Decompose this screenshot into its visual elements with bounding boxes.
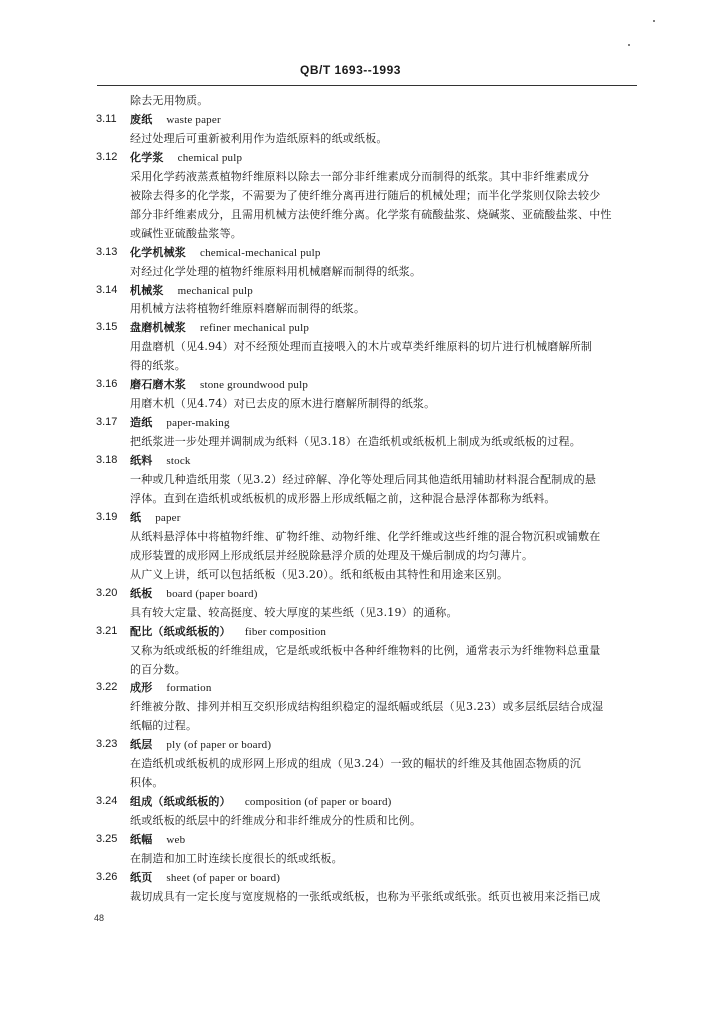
- term-chinese: 化学浆: [130, 151, 164, 164]
- term-english: mechanical pulp: [177, 285, 253, 297]
- definition-text: 纸幅的过程。: [130, 719, 198, 732]
- term-english: refiner mechanical pulp: [200, 322, 310, 334]
- clause-number: 3.26: [96, 871, 118, 883]
- term-chinese: 纸料: [130, 454, 153, 467]
- term-english: fiber composition: [244, 626, 327, 638]
- term-english: formation: [166, 682, 212, 694]
- term-chinese: 废纸: [130, 113, 153, 126]
- definition-text: 的百分数。: [130, 663, 186, 676]
- term-english: stock: [166, 455, 191, 467]
- clause-number: 3.19: [96, 511, 118, 523]
- clause-number: 3.24: [96, 795, 118, 807]
- term-english: ply (of paper or board): [166, 739, 272, 751]
- definition-text: 或碱性亚硫酸盐浆等。: [130, 227, 242, 240]
- definition-text: 对经过化学处理的植物纤维原料用机械磨解而制得的纸浆。: [130, 265, 422, 278]
- definition-text: 纸或纸板的纸层中的纤维成分和非纤维成分的性质和比例。: [130, 814, 422, 827]
- term-heading: [130, 246, 640, 260]
- clause-number: 3.18: [96, 454, 118, 466]
- term-heading: [130, 378, 640, 392]
- definition-text: 部分非纤维素成分，且需用机械方法使纤维分离。化学浆有硫酸盐浆、烧碱浆、亚硫酸盐浆、中性: [130, 208, 612, 221]
- clause-number: 3.16: [96, 378, 118, 390]
- definition-text: 把纸浆进一步处理并调制成为纸料（见3.18）在造纸机或纸板机上制成为纸或纸板的过程。: [130, 435, 581, 448]
- clause-number: 3.13: [96, 246, 118, 258]
- term-heading: [130, 454, 640, 468]
- definition-text: 在制造和加工时连续长度很长的纸或纸板。: [130, 852, 343, 865]
- definition-text: 成形装置的成形网上形成纸层并经脱除悬浮介质的处理及干燥后制成的均匀薄片。: [130, 549, 534, 562]
- term-chinese: 盘磨机械浆: [130, 321, 186, 334]
- definition-text: 纤维被分散、排列并相互交织形成结构组织稳定的湿纸幅或纸层（见3.23）或多层纸层结合成湿: [130, 700, 604, 713]
- definition-text: 采用化学药液蒸煮植物纤维原料以除去一部分非纤维素成分而制得的纸浆。其中非纤维素成分: [130, 170, 590, 183]
- scan-speck: [628, 44, 630, 46]
- definition-text: 从纸料悬浮体中将植物纤维、矿物纤维、动物纤维、化学纤维或这些纤维的混合物沉积或铺敷在: [130, 530, 601, 543]
- scan-speck: [653, 20, 655, 22]
- term-chinese: 纸页: [130, 871, 153, 884]
- term-heading: [130, 795, 640, 809]
- definition-text: 积体。: [130, 776, 164, 789]
- term-english: sheet (of paper or board): [166, 872, 281, 884]
- term-chinese: 成形: [130, 681, 153, 694]
- page-number: 48: [94, 913, 105, 923]
- definition-text: 经过处理后可重新被利用作为造纸原料的纸或纸板。: [130, 132, 388, 145]
- term-english: stone groundwood pulp: [200, 379, 309, 391]
- definition-text: 被除去得多的化学浆，不需要为了使纤维分离再进行随后的机械处理；而半化学浆则仅除去较少: [130, 189, 601, 202]
- term-heading: [130, 587, 640, 601]
- definition-text: 除去无用物质。: [130, 94, 209, 107]
- term-heading: [130, 625, 640, 639]
- term-heading: [130, 871, 640, 885]
- term-chinese: 组成（纸或纸板的）: [130, 795, 231, 808]
- term-heading: [130, 511, 640, 525]
- term-chinese: 纸板: [130, 587, 153, 600]
- term-english: web: [166, 834, 186, 846]
- term-english: paper: [155, 512, 181, 524]
- term-chinese: 纸层: [130, 738, 153, 751]
- term-heading: [130, 151, 640, 165]
- term-english: composition (of paper or board): [244, 796, 392, 808]
- definition-text: 在造纸机或纸板机的成形网上形成的组成（见3.24）一致的幅状的纤维及其他固态物质的沉: [130, 757, 581, 770]
- definition-text: 得的纸浆。: [130, 359, 186, 372]
- definition-text: 用盘磨机（见4.94）对不经预处理而直接喂入的木片或草类纤维原料的切片进行机械磨解所制: [130, 340, 593, 353]
- definition-text: 一种或几种造纸用浆（见3.2）经过碎解、净化等处理后同其他造纸用辅助材料混合配制成的悬: [130, 473, 597, 486]
- term-chinese: 化学机械浆: [130, 246, 186, 259]
- clause-number: 3.12: [96, 151, 118, 163]
- term-chinese: 机械浆: [130, 284, 164, 297]
- clause-number: 3.11: [96, 113, 117, 125]
- term-chinese: 纸幅: [130, 833, 153, 846]
- term-chinese: 造纸: [130, 416, 153, 429]
- term-chinese: 磨石磨木浆: [130, 378, 186, 391]
- definition-text: 从广义上讲，纸可以包括纸板（见3.20）。纸和纸板由其特性和用途来区别。: [130, 568, 509, 581]
- definition-text: 又称为纸或纸板的纤维组成，它是纸或纸板中各种纤维物料的比例，通常表示为纤维物料总重量: [130, 644, 601, 657]
- term-english: paper-making: [166, 417, 230, 429]
- clause-number: 3.25: [96, 833, 118, 845]
- term-chinese: 配比（纸或纸板的）: [130, 625, 231, 638]
- term-english: waste paper: [166, 114, 221, 126]
- term-heading: [130, 113, 640, 127]
- term-english: board (paper board): [166, 588, 258, 600]
- header-rule: [97, 85, 637, 86]
- term-heading: [130, 738, 640, 752]
- page-header: QB/T 1693--1993: [300, 63, 401, 77]
- term-heading: [130, 833, 640, 847]
- term-heading: [130, 681, 640, 695]
- clause-number: 3.22: [96, 681, 118, 693]
- term-heading: [130, 416, 640, 430]
- definition-text: 具有较大定量、较高挺度、较大厚度的某些纸（见3.19）的通称。: [130, 606, 458, 619]
- term-heading: [130, 284, 640, 298]
- definition-text: 浮体。直到在造纸机或纸板机的成形器上形成纸幅之前，这种混合悬浮体都称为纸料。: [130, 492, 556, 505]
- term-heading: [130, 321, 640, 335]
- definition-text: 用机械方法将植物纤维原料磨解而制得的纸浆。: [130, 302, 366, 315]
- clause-number: 3.15: [96, 321, 118, 333]
- clause-number: 3.17: [96, 416, 118, 428]
- clause-number: 3.23: [96, 738, 118, 750]
- clause-number: 3.14: [96, 284, 118, 296]
- term-english: chemical-mechanical pulp: [200, 247, 321, 259]
- clause-number: 3.21: [96, 625, 118, 637]
- definition-text: 裁切成具有一定长度与宽度规格的一张纸或纸板，也称为平张纸或纸张。纸页也被用来泛指已成: [130, 890, 601, 903]
- definition-text: 用磨木机（见4.74）对已去皮的原木进行磨解所制得的纸浆。: [130, 397, 436, 410]
- term-chinese: 纸: [130, 511, 142, 524]
- clause-number: 3.20: [96, 587, 118, 599]
- term-english: chemical pulp: [177, 152, 243, 164]
